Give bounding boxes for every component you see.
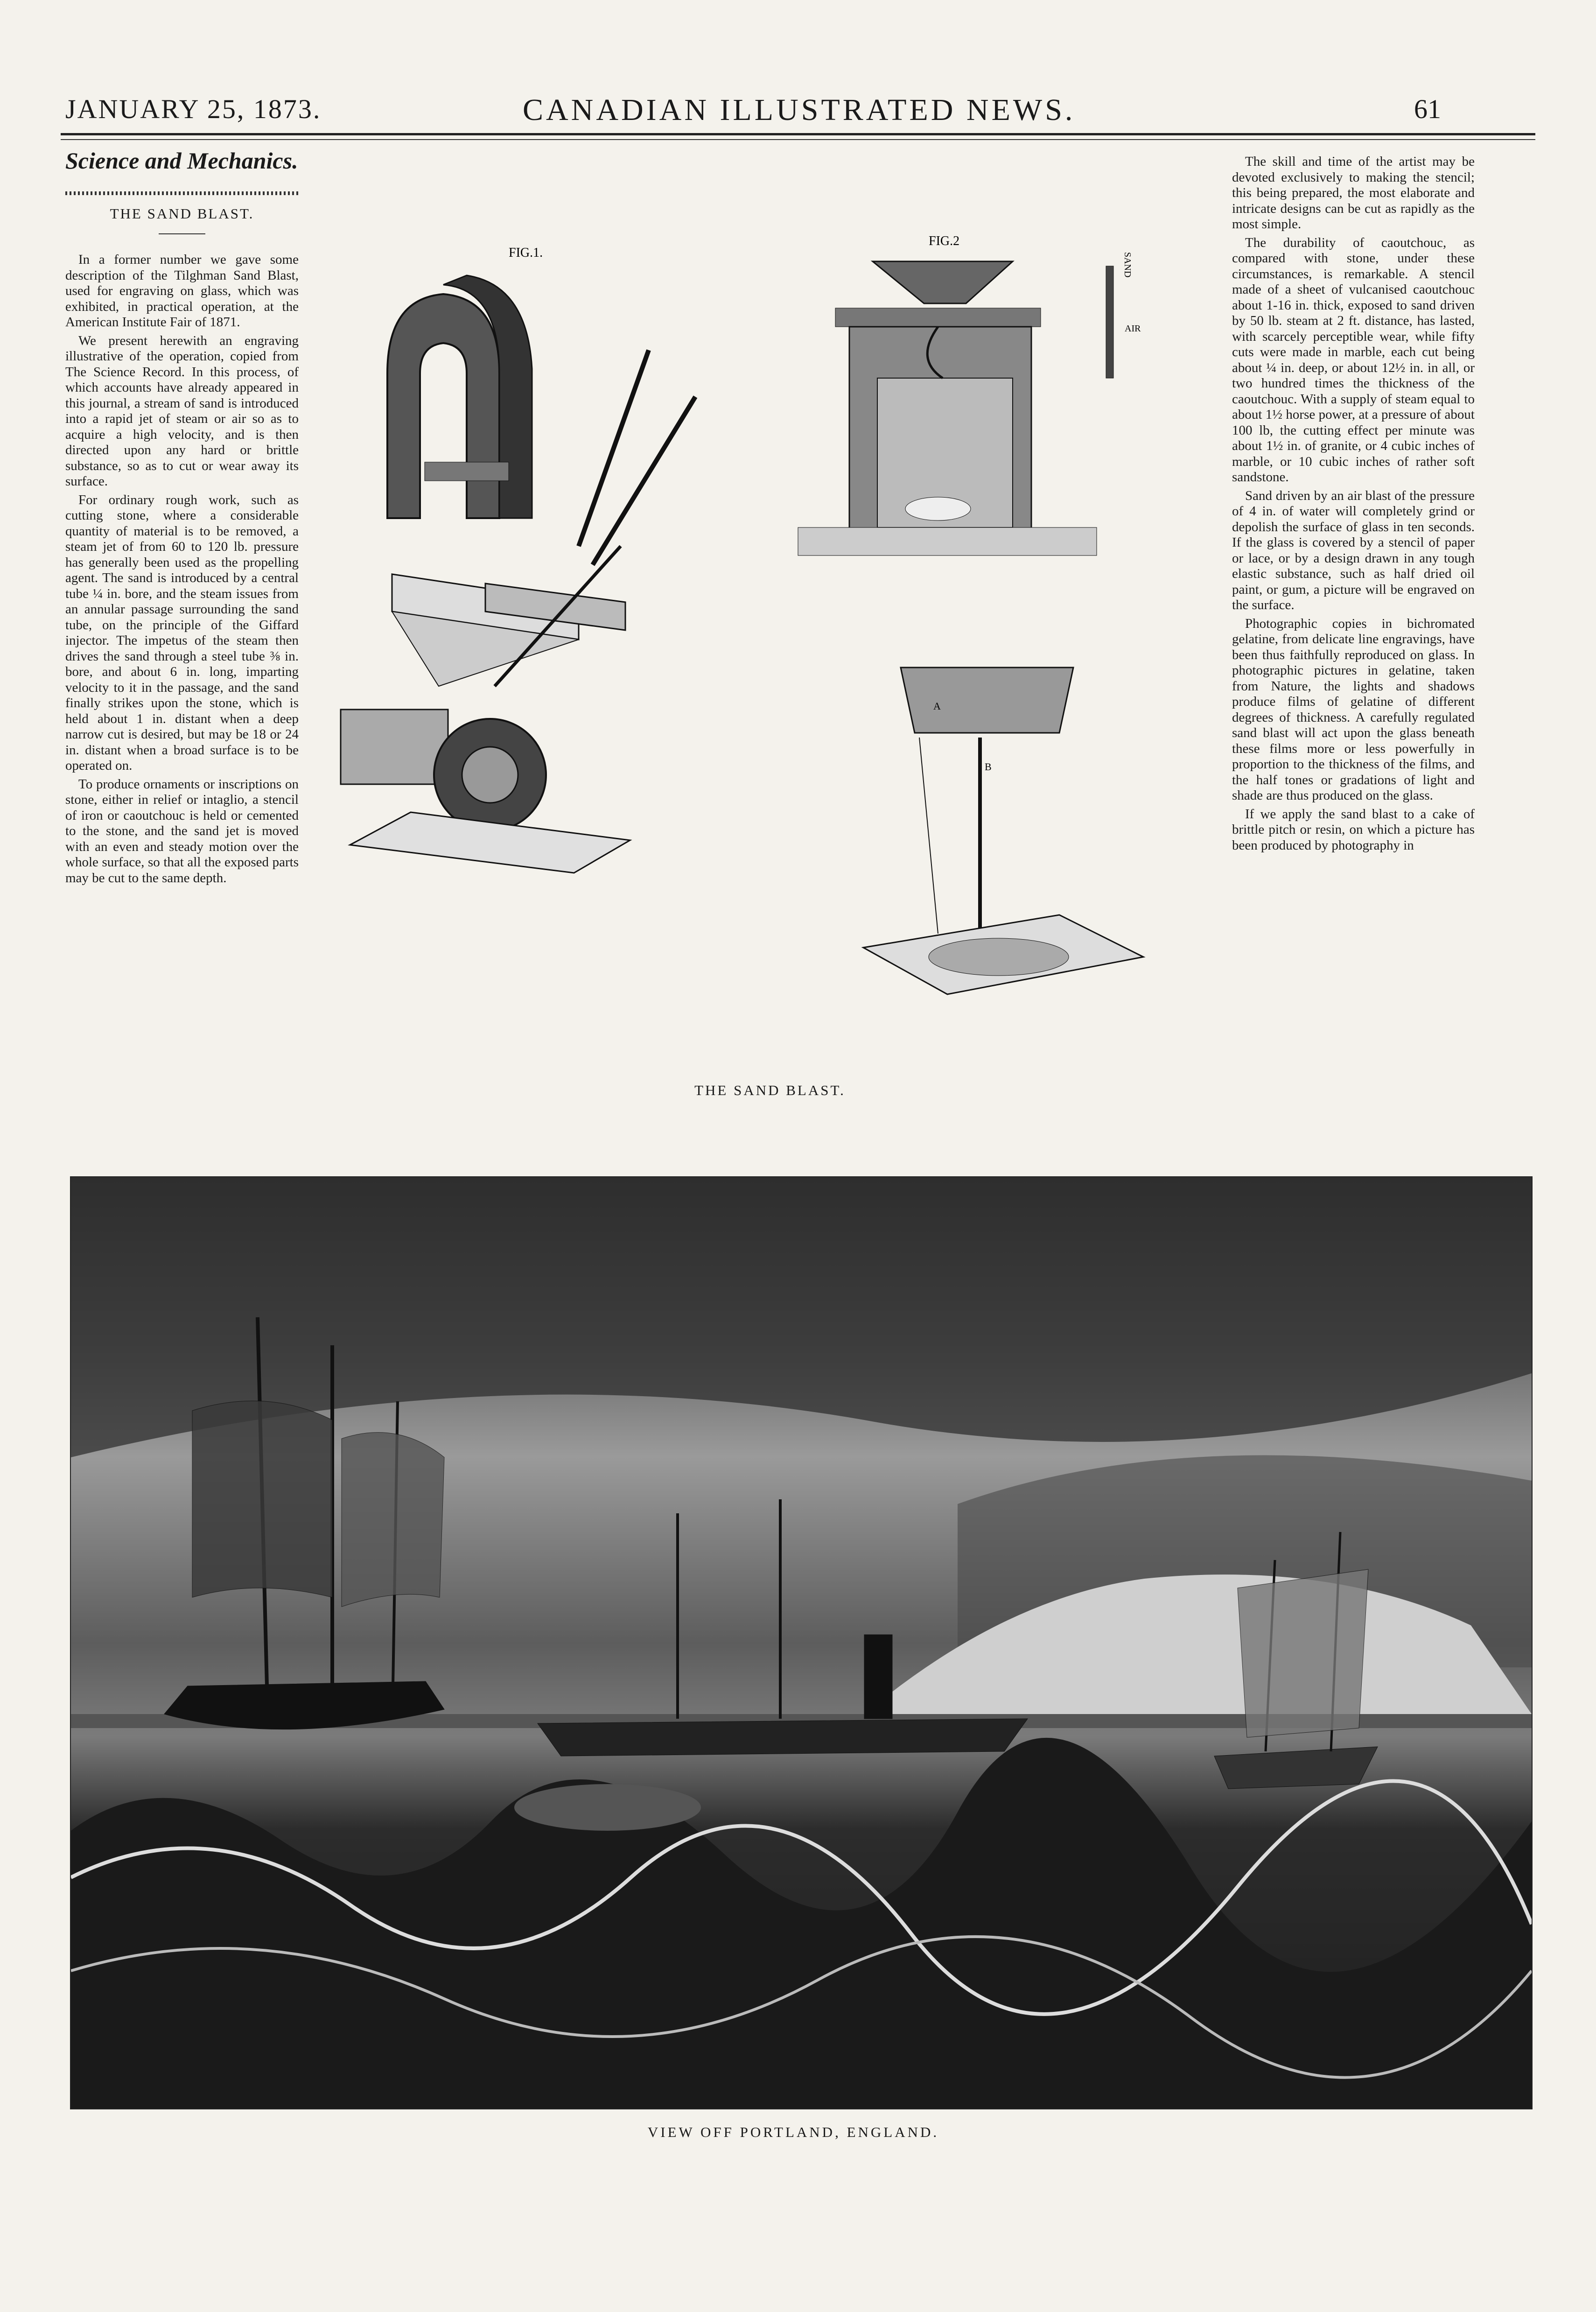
engraving-svg (331, 219, 1190, 1060)
rowing-boat (514, 1784, 701, 1831)
page-number: 61 (1414, 94, 1441, 124)
paragraph: If we apply the sand blast to a cake of brittle pitch or resin, on which a picture has been produced by photography in (1232, 806, 1475, 853)
sand-label: SAND (1122, 252, 1133, 278)
paragraph: For ordinary rough work, such as cutting stone, where a considerable quantity of material is to be removed, a steam jet of from 60 to 120 lb. pressure has generally been used as the propelling agent. The sand is introduced by a central tube ¼ in. bore, and the steam issues from an annular passage surrounding the sand tube, on the principle of the Giffard injector. The impetus of the steam then drives the sand through a steel tube ⅜ in. bore, and about 6 in. long, imparting velocity to it in the passage, and the sand finally strikes upon the stone, which is held about 1 in. distant when a deep narrow cut is desired, but may be 18 or 24 in. distant when a broad surface is to be operated on. (65, 492, 299, 773)
section-heading: Science and Mechanics. (65, 148, 298, 174)
air-label: AIR (1125, 323, 1141, 334)
ornamental-rule (65, 191, 299, 195)
article-column-left (65, 252, 299, 889)
illustration-caption: VIEW OFF PORTLAND, ENGLAND. (647, 2124, 939, 2140)
paragraph: In a former number we gave some description of the Tilghman Sand Blast, used for engraving on glass, which was exhibited, in practical operation, at the American Institute Fair of 1871. (65, 252, 299, 330)
paragraph: We present herewith an engraving illustrative of the operation, copied from The Science Record. In this process, of which accounts have already appeared in this journal, a stream of sand is introduced into a rapid jet of steam or air so as to acquire a high velocity, and is then directed upon any hard or brittle substance, so as to cut or wear away its surface. (65, 333, 299, 489)
b-label: B (985, 761, 992, 773)
stormy-waves (71, 1738, 1532, 2108)
header-rule-thin (61, 139, 1535, 140)
portland-seascape-engraving (70, 1176, 1533, 2109)
paragraph: To produce ornaments or inscriptions on stone, either in relief or intaglio, a stencil of iron or caoutchouc is held or cemented to the stone, and the sand jet is moved with an even and steady motion over the whole surface, so that all the exposed parts may be cut to the same depth. (65, 776, 299, 885)
fig2-label: FIG.2 (929, 234, 960, 248)
header-rule (61, 133, 1535, 135)
paragraph: The skill and time of the artist may be devoted exclusively to making the stencil; this being prepared, the most elaborate and intricate designs can be cut as rapidly as the most simple. (1232, 154, 1475, 232)
figure-caption: THE SAND BLAST. (694, 1082, 846, 1098)
a-label: A (933, 700, 941, 712)
seascape-svg (71, 1177, 1532, 2108)
paragraph: Photographic copies in bichromated gelatine, from delicate line engravings, have been thus faithfully reproduced on glass. In photographic pictures in gelatine, taken from Nature, the lights and shadows produce films of gelatine of different degrees of thickness. A carefully regulated sand blast will act upon the glass beneath these films more or less powerfully in proportion to the thickness of the films, and the half tones or gradations of light and shade are thus produced on the glass. (1232, 616, 1475, 803)
lower-glass-apparatus (863, 668, 1143, 994)
fig1-label: FIG.1. (509, 246, 543, 260)
sand-blast-engraving (331, 219, 1190, 1060)
issue-date: JANUARY 25, 1873. (65, 94, 322, 124)
title-rule (159, 233, 205, 234)
fig2-hopper-apparatus (798, 261, 1113, 555)
newspaper-title: CANADIAN ILLUSTRATED NEWS. (523, 93, 1076, 127)
paragraph: Sand driven by an air blast of the pressure of 4 in. of water will completely grind or depolish the surface of glass in ten seconds. If the glass is covered by a stencil of paper or lace, or by a design drawn in any tough elastic substance, such as half dried oil paint, or gum, a picture will be engraved on the surface. (1232, 488, 1475, 612)
article-title: THE SAND BLAST. (110, 205, 254, 222)
fig1-machine (341, 275, 695, 873)
article-column-right (1232, 154, 1475, 856)
paragraph: The durability of caoutchouc, as compared with stone, under these circumstances, is remarkable. A stencil made of a sheet of vulcanised caoutchouc about 1-16 in. thick, exposed to sand driven by 50 lb. steam at 2 ft. distance, has lasted, with scarcely perceptible wear, while fifty cuts were made in marble, each cut being about ¼ in. deep, or about 12½ in. in all, or two hundred times the thickness of the caoutchouc. With a supply of steam equal to about 1½ horse power, at a pressure of about 100 lb, the cutting effect per minute was about 1½ in. of granite, or 4 cubic inches of marble, or 10 cubic inches of rather soft sandstone. (1232, 235, 1475, 485)
